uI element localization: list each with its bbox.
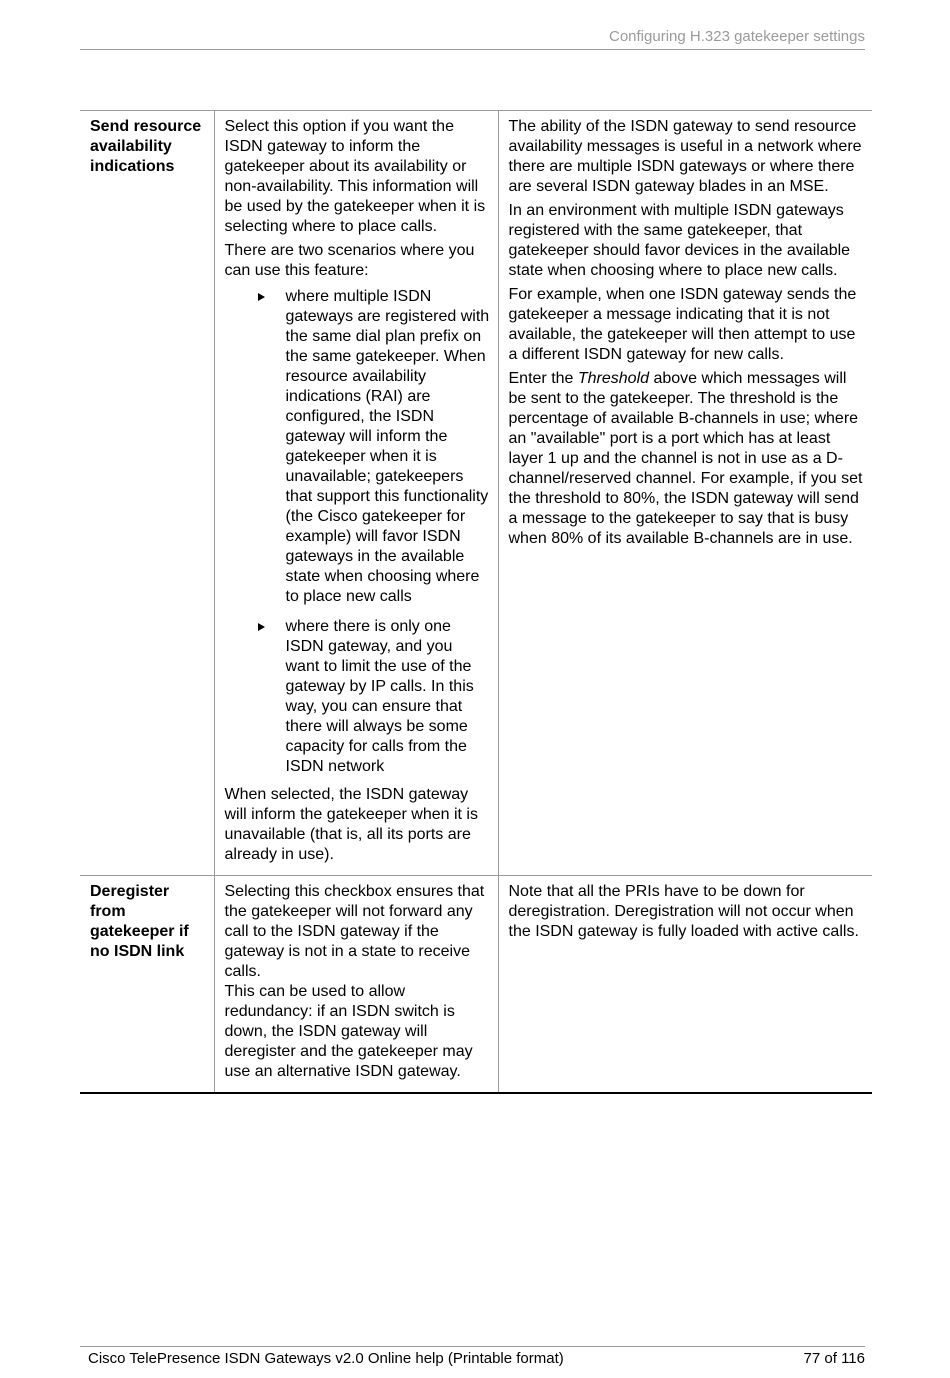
field-name-cell: [80, 876, 214, 1094]
description-paragraph: When selected, the ISDN gateway will inform the gatekeeper when it is unavailable (that is, all its ports are already in use).: [224, 786, 478, 863]
footer-doc-title: Cisco TelePresence ISDN Gateways v2.0 Online help (Printable format): [88, 1350, 564, 1367]
notes-paragraph: The ability of the ISDN gateway to send resource availability messages is useful in a network where there are multiple ISDN gateways or where there are several ISDN gateway blades in an MSE.: [508, 118, 862, 195]
triangle-bullet-icon: [258, 293, 265, 301]
list-item: [286, 287, 490, 607]
list-item-text: where multiple ISDN gateways are registered with the same dial plan prefix on the same gatekeeper. When resource availability indications (RAI) are configured, the ISDN gateway will inform the gatekeeper when it is unavailable; gatekeepers that support this functionality (the Cisco gatekeeper for example) will favor ISDN gateways in the available state when choosing where to place new calls: [285, 288, 490, 605]
notes-paragraph: [509, 369, 865, 549]
list-item: [286, 617, 490, 777]
triangle-bullet-icon: [258, 623, 265, 631]
notes-paragraph: Note that all the PRIs have to be down for deregistration. Deregistration will not occur when the ISDN gateway is fully loaded with active calls.: [508, 883, 859, 940]
table-row: [80, 876, 872, 1094]
settings-table: [80, 110, 872, 1094]
notes-cell: [498, 876, 872, 1094]
table-row: [80, 111, 872, 876]
running-header: [80, 28, 865, 50]
list-item-text: where there is only one ISDN gateway, and you want to limit the use of the gateway by IP calls. In this way, you can ensure that there will always be some capacity for calls from the ISDN network: [285, 618, 474, 775]
running-footer: [80, 1346, 865, 1367]
scenario-list: [225, 287, 490, 777]
notes-text: above which messages will be sent to the gatekeeper. The threshold is the percentage of available B-channels in use; where an "available" port is a port which has at least layer 1 up and the channel is not in use as a D-channel/reserved channel. For example, if you set the threshold to 80%, the ISDN gateway will send a message to the gatekeeper to say that is busy when 80% of its available B-channels are in use.: [508, 370, 863, 547]
field-name-cell: [80, 111, 214, 876]
field-name: Send resource availability indications: [90, 118, 202, 175]
field-name: Deregister from gatekeeper if no ISDN link: [90, 883, 189, 960]
page-number: 77 of 116: [803, 1350, 865, 1367]
notes-paragraph: For example, when one ISDN gateway sends the gatekeeper a message indicating that it is not available, the gatekeeper will then attempt to use a different ISDN gateway for new calls.: [508, 286, 857, 363]
notes-text: Enter the: [508, 370, 578, 387]
notes-paragraph: In an environment with multiple ISDN gateways registered with the same gatekeeper, that gatekeeper should favor devices in the available state when choosing where to place new calls.: [508, 202, 851, 279]
description-cell: [214, 111, 498, 876]
header-title: Configuring H.323 gatekeeper settings: [609, 28, 865, 45]
description-line: Selecting this checkbox ensures that the gatekeeper will not forward any call to the ISDN gateway if the gateway is not in a state to receive calls.: [224, 883, 485, 980]
description-paragraph: Select this option if you want the ISDN gateway to inform the gatekeeper about its availability or non-availability. This information will be used by the gatekeeper when it is selecting where to place calls.: [224, 118, 486, 235]
description-line: This can be used to allow redundancy: if an ISDN switch is down, the ISDN gateway will deregister and the gatekeeper may use an alternative ISDN gateway.: [224, 983, 473, 1080]
notes-cell: [498, 111, 872, 876]
threshold-term: Threshold: [577, 370, 650, 387]
description-cell: [214, 876, 498, 1094]
description-paragraph: There are two scenarios where you can use this feature:: [224, 242, 475, 279]
